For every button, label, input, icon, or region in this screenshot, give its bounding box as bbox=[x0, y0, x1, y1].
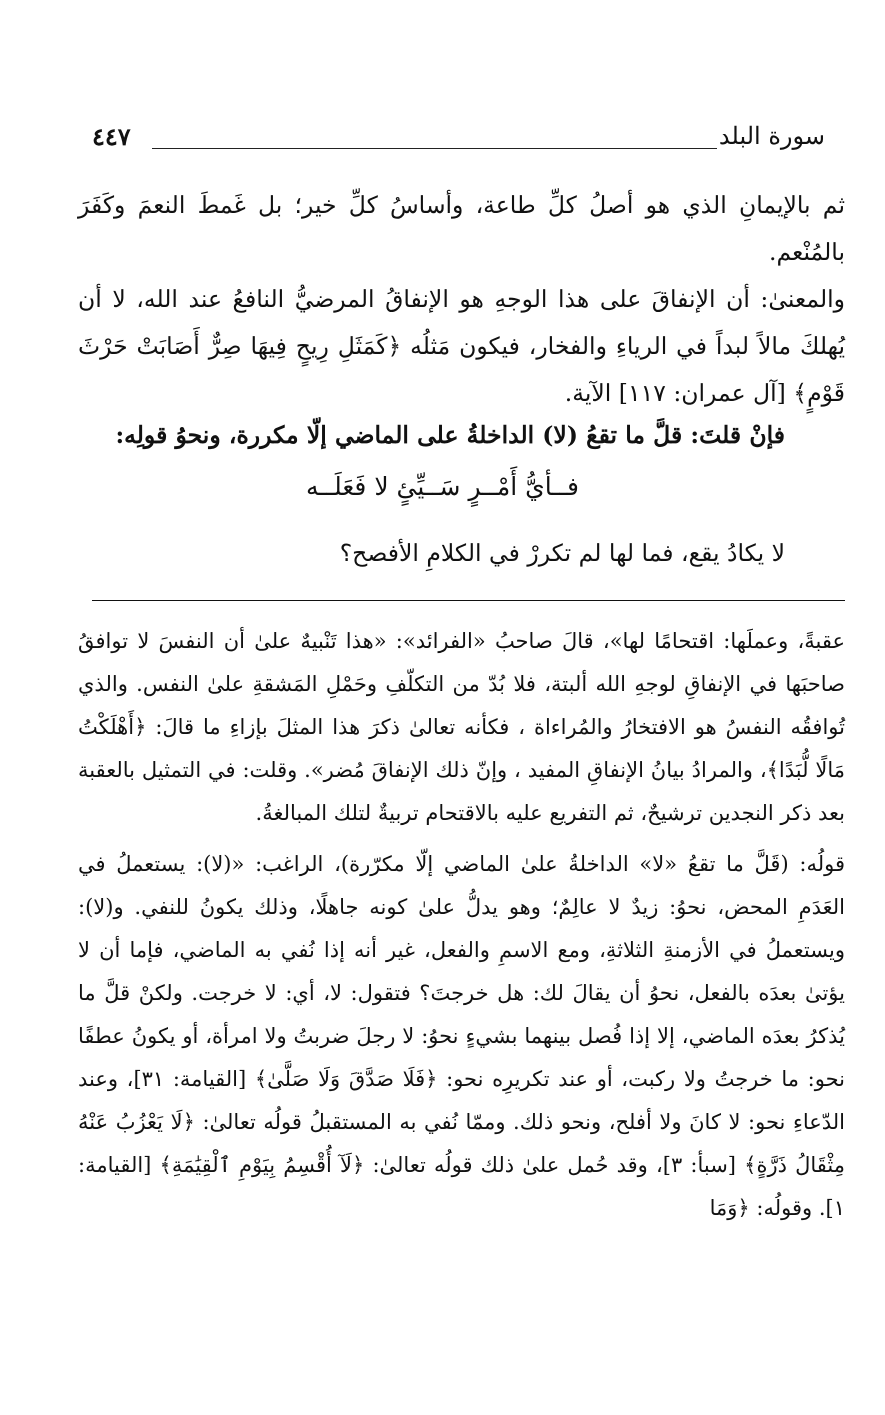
header-rule bbox=[152, 148, 717, 149]
question-tail: لا يكادُ يقع، فما لها لم تكررْ في الكلامِ الأفصح؟ bbox=[339, 539, 785, 567]
footnote-divider bbox=[92, 600, 845, 601]
page-number: ٤٤٧ bbox=[92, 122, 131, 151]
question-head: فإنْ قلتَ: قلَّ ما تقعُ (لا) الداخلةُ على الماضي إلّا مكررة، ونحوُ قولِه: bbox=[115, 421, 785, 449]
surah-title: سورة البلد bbox=[718, 122, 825, 150]
commentary-notes bbox=[78, 620, 845, 1238]
question-block bbox=[100, 412, 785, 577]
main-text bbox=[78, 182, 845, 417]
note-paragraph: قولُه: (قَلَّ ما تقعُ «لا» الداخلةُ علىٰ الماضي إلّا مكرّرة)، الراغب: «(لا): يستعملُ في العَدَمِ المحض، نحوُ: زيدٌ لا عالِمٌ؛ وهو يدلُّ علىٰ كونه جاهلًا، وذلك يكونُ للنفي. و(لا): ويستعملُ في الأزمنةِ الثلاثةِ، ومع الاسمِ والفعل، غير أنه إذا نُفي به الماضي، فإما أن لا يؤتىٰ بعدَه بالفعل، نحوُ أن يقالَ لك: هل خرجتَ؟ فتقول: لا، أي: لا خرجت. ولكنْ قلَّ ما يُذكرُ بعدَه الماضي، إلا إذا فُصل بينهما بشيءٍ نحوُ: لا رجلَ ضربتُ ولا امرأة، أو يكونُ عطفًا نحو: ما خرجتُ ولا ركبت، أو عند تكريرِه نحو: ﴿فَلَا صَدَّقَ وَلَا صَلَّىٰ﴾ [القيامة: ٣١]، وعند الدّعاءِ نحو: لا كانَ ولا أفلح، ونحو ذلك. وممّا نُفي به المستقبلُ قولُه تعالىٰ: ﴿لَا يَعْزُبُ عَنْهُ مِثْقَالُ ذَرَّةٍ﴾ [سبأ: ٣]، وقد حُمل علىٰ ذلك قولُه تعالىٰ: ﴿لَآ أُقْسِمُ بِيَوْمِ ٱلْقِيَٰمَةِ﴾ [القيامة: ١]. وقولُه: ﴿وَمَا bbox=[78, 852, 845, 1220]
main-paragraph: والمعنىٰ: أن الإنفاقَ على هذا الوجهِ هو الإنفاقُ المرضيُّ النافعُ عند الله، لا أن يُهلكَ مالاً لبداً في الرياءِ والفخار، فيكون مَثلُه ﴿كَمَثَلِ رِيحٍ فِيهَا صِرٌّ أَصَابَتْ حَرْثَ قَوْمٍ﴾ [آل عمران: ١١٧] الآية. bbox=[78, 285, 845, 407]
page-header bbox=[92, 122, 825, 162]
poetry-verse: فــأيُّ أَمْــرٍ سَــيِّئٍ لا فَعَلَــه bbox=[306, 472, 579, 501]
note-paragraph: عقبةً، وعملَها: اقتحامًا لها»، قالَ صاحبُ «الفرائد»: «هذا تَنْبيهٌ علىٰ أن النفسَ لا توافقُ صاحبَها في الإنفاقِ لوجهِ الله ألبتة، فلا بُدّ من التكلّفِ وحَمْلِ المَشقةِ علىٰ النفس. والذي تُوافقُه النفسُ هو الافتخارُ والمُراءاة ، فكأنه تعالىٰ ذكرَ هذا المثلَ بإزاءِ ما قالَ: ﴿أَهْلَكْتُ مَالًا لُّبَدًا﴾، والمرادُ بيانُ الإنفاقِ المفيد ، وإنّ ذلك الإنفاقَ مُضر». وقلت: في التمثيل بالعقبة بعد ذكر النجدين ترشيحٌ، ثم التفريع عليه بالاقتحام تربيةٌ لتلك المبالغةُ. bbox=[78, 629, 845, 825]
main-paragraph: ثم بالإيمانِ الذي هو أصلُ كلِّ طاعة، وأساسُ كلِّ خير؛ بل غَمطَ النعمَ وكَفَرَ بالمُنْعم. bbox=[78, 191, 845, 266]
